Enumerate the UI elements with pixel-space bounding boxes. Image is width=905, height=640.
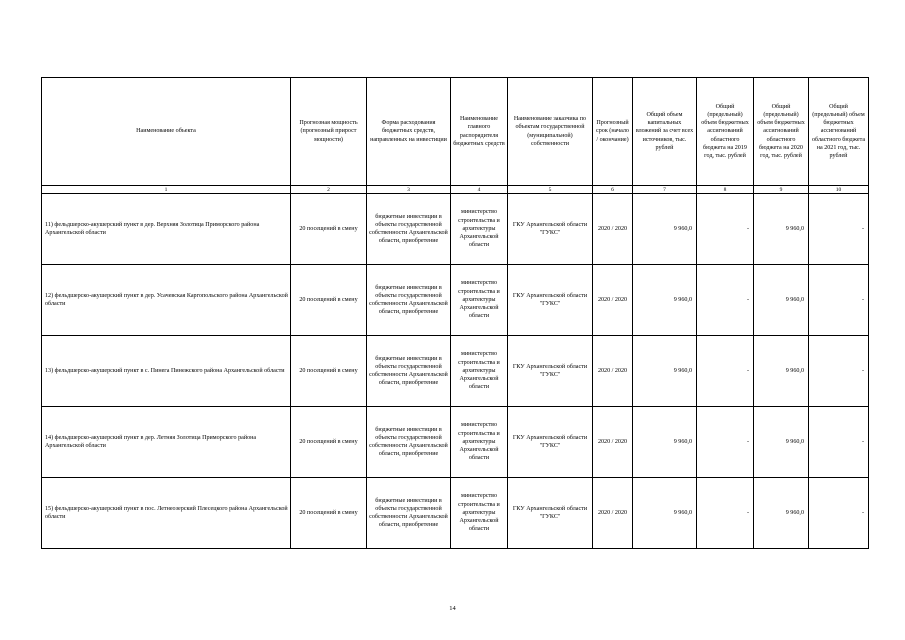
object-name-cell: 15) фельдшерско-акушерский пункт в пос. Летнеозерский Плесецкого района Архангельской области xyxy=(42,478,291,549)
table-row xyxy=(42,336,869,407)
period-cell: 2020 / 2020 xyxy=(593,265,633,336)
column-number-row xyxy=(42,186,869,194)
capacity-cell: 20 посещений в смену xyxy=(291,265,367,336)
investment-table xyxy=(41,77,869,549)
total-investment-cell: 9 960,0 xyxy=(633,336,697,407)
object-name-cell: 12) фельдшерско-акушерский пункт в дер. Усачевская Каргопольского района Архангельской области xyxy=(42,265,291,336)
budget-2020-cell: 9 960,0 xyxy=(754,265,809,336)
page-number: 14 xyxy=(449,605,456,612)
spending-form-cell: бюджетные инвестиции в объекты государственной собственности Архангельской области, приобретение xyxy=(367,407,451,478)
budget-2019-cell: - xyxy=(697,336,754,407)
header-spending-form: Форма расходования бюджетных средств, направленных на инвестиции xyxy=(367,78,451,186)
spending-form-cell: бюджетные инвестиции в объекты государственной собственности Архангельской области, приобретение xyxy=(367,265,451,336)
main-manager-cell: министерство строительства и архитектуры Архангельской области xyxy=(451,265,508,336)
column-number: 3 xyxy=(367,186,451,194)
total-investment-cell: 9 960,0 xyxy=(633,194,697,265)
budget-2019-cell: - xyxy=(697,407,754,478)
object-name-cell: 14) фельдшерско-акушерский пункт в дер. Летняя Золотица Приморского района Архангельской области xyxy=(42,407,291,478)
spending-form-cell: бюджетные инвестиции в объекты государственной собственности Архангельской области, приобретение xyxy=(367,194,451,265)
object-name-cell: 13) фельдшерско-акушерский пункт в с. Пинега Пинежского района Архангельской области xyxy=(42,336,291,407)
header-object-name: Наименование объекта xyxy=(42,78,291,186)
customer-cell: ГКУ Архангельской области "ГУКС" xyxy=(508,265,593,336)
table-row xyxy=(42,194,869,265)
header-main-manager: Наименование главного распорядителя бюджетных средств xyxy=(451,78,508,186)
column-number: 10 xyxy=(809,186,869,194)
column-number: 4 xyxy=(451,186,508,194)
header-budget-2020: Общий (предельный) объем бюджетных ассигнований областного бюджета на 2020 год, тыс. рублей xyxy=(754,78,809,186)
capacity-cell: 20 посещений в смену xyxy=(291,478,367,549)
column-number: 6 xyxy=(593,186,633,194)
column-number: 1 xyxy=(42,186,291,194)
table-row xyxy=(42,265,869,336)
header-budget-2019: Общий (предельный) объем бюджетных ассигнований областного бюджета на 2019 год, тыс. рублей xyxy=(697,78,754,186)
table-row xyxy=(42,478,869,549)
column-number: 9 xyxy=(754,186,809,194)
column-number: 7 xyxy=(633,186,697,194)
column-number: 5 xyxy=(508,186,593,194)
budget-2019-cell: - xyxy=(697,265,754,336)
period-cell: 2020 / 2020 xyxy=(593,478,633,549)
header-row xyxy=(42,78,869,186)
budget-2020-cell: 9 960,0 xyxy=(754,336,809,407)
customer-cell: ГКУ Архангельской области "ГУКС" xyxy=(508,407,593,478)
period-cell: 2020 / 2020 xyxy=(593,336,633,407)
header-total-investment: Общий объем капитальных вложений за счет всех источников, тыс. рублей xyxy=(633,78,697,186)
table-row xyxy=(42,407,869,478)
header-capacity: Прогнозная мощность (прогнозный прирост мощности) xyxy=(291,78,367,186)
header-period: Прогнозный срок (начало / окончание) xyxy=(593,78,633,186)
customer-cell: ГКУ Архангельской области "ГУКС" xyxy=(508,336,593,407)
capacity-cell: 20 посещений в смену xyxy=(291,336,367,407)
main-manager-cell: министерство строительства и архитектуры Архангельской области xyxy=(451,478,508,549)
total-investment-cell: 9 960,0 xyxy=(633,478,697,549)
budget-2021-cell: - xyxy=(809,336,869,407)
capacity-cell: 20 посещений в смену xyxy=(291,194,367,265)
total-investment-cell: 9 960,0 xyxy=(633,407,697,478)
period-cell: 2020 / 2020 xyxy=(593,194,633,265)
main-manager-cell: министерство строительства и архитектуры Архангельской области xyxy=(451,407,508,478)
budget-2021-cell: - xyxy=(809,478,869,549)
period-cell: 2020 / 2020 xyxy=(593,407,633,478)
object-name-cell: 11) фельдшерско-акушерский пункт в дер. Верхняя Золотица Приморского района Архангельской области xyxy=(42,194,291,265)
budget-2019-cell: - xyxy=(697,478,754,549)
header-customer: Наименование заказчика по объектам государственной (муниципальной) собственности xyxy=(508,78,593,186)
total-investment-cell: 9 960,0 xyxy=(633,265,697,336)
spending-form-cell: бюджетные инвестиции в объекты государственной собственности Архангельской области, приобретение xyxy=(367,478,451,549)
header-budget-2021: Общий (предельный) объем бюджетных ассигнований областного бюджета на 2021 год, тыс. рублей xyxy=(809,78,869,186)
budget-2019-cell: - xyxy=(697,194,754,265)
main-manager-cell: министерство строительства и архитектуры Архангельской области xyxy=(451,194,508,265)
budget-2020-cell: 9 960,0 xyxy=(754,478,809,549)
budget-2021-cell: - xyxy=(809,194,869,265)
customer-cell: ГКУ Архангельской области "ГУКС" xyxy=(508,194,593,265)
budget-2021-cell: - xyxy=(809,407,869,478)
column-number: 2 xyxy=(291,186,367,194)
budget-2021-cell: - xyxy=(809,265,869,336)
spending-form-cell: бюджетные инвестиции в объекты государственной собственности Архангельской области, приобретение xyxy=(367,336,451,407)
column-number: 8 xyxy=(697,186,754,194)
capacity-cell: 20 посещений в смену xyxy=(291,407,367,478)
customer-cell: ГКУ Архангельской области "ГУКС" xyxy=(508,478,593,549)
budget-2020-cell: 9 960,0 xyxy=(754,407,809,478)
budget-2020-cell: 9 960,0 xyxy=(754,194,809,265)
main-manager-cell: министерство строительства и архитектуры Архангельской области xyxy=(451,336,508,407)
